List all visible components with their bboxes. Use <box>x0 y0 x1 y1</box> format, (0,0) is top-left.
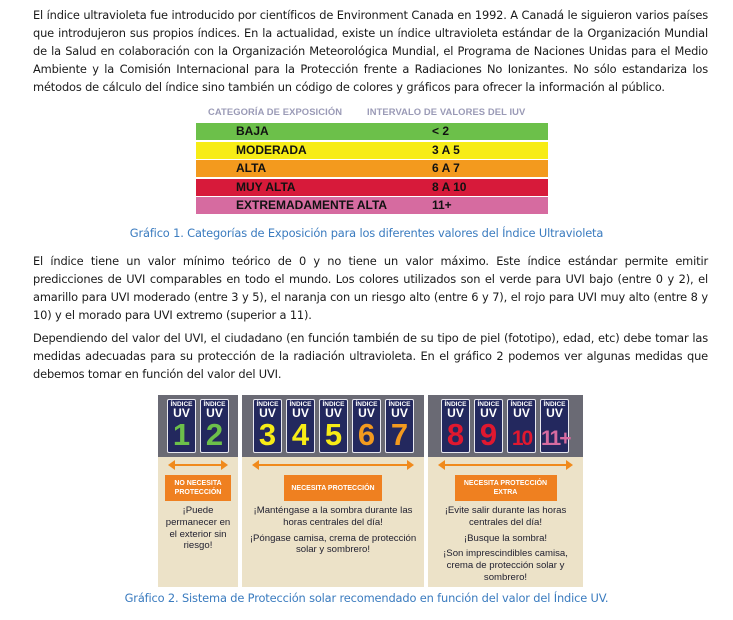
tile-uv-number: 3 <box>258 417 277 452</box>
exposure-row <box>196 160 548 177</box>
tile-index-label: ÍNDICE <box>477 401 500 408</box>
tile-uv-label: UV <box>259 406 276 420</box>
exposure-category: ALTA <box>236 161 267 175</box>
tile-uv-number: 8 <box>446 417 465 452</box>
protection-paragraph: Dependiendo del valor del UVI, el ciudadano (en función también de su tipo de piel (fototipo), edad, etc) debe tomar las medidas adecuadas para su protección de la radiación ultravioleta. En el gráfico 2 podemos ver algunas medidas que debemos tomar en función del valor del UVI. <box>33 331 708 381</box>
exposure-row <box>196 179 548 196</box>
tile-uv-number: 6 <box>357 417 376 452</box>
exposure-row <box>196 197 548 214</box>
exposure-range: 11+ <box>432 198 452 212</box>
tile-uv-label: UV <box>480 406 497 420</box>
protection-level-tag: NECESITA PROTECCIÓN EXTRA <box>455 475 557 501</box>
tile-uv-number: 9 <box>479 417 498 452</box>
exposure-range: 8 A 10 <box>432 179 467 194</box>
tile-index-label: ÍNDICE <box>543 401 566 408</box>
tile-uv-number: 7 <box>390 417 409 452</box>
uv-index-tile <box>286 399 315 453</box>
protection-level-tag: NECESITA PROTECCIÓN <box>284 475 382 501</box>
advice-line: ¡Busque la sombra! <box>463 532 548 544</box>
tile-uv-label: UV <box>358 406 375 420</box>
exposure-row <box>196 123 548 140</box>
uv-protection-graphic <box>158 395 583 587</box>
tile-index-label: ÍNDICE <box>256 401 279 408</box>
uv-index-tile <box>200 399 229 453</box>
intro-paragraph: El índice ultravioleta fue introducido por científicos de Environment Canada en 1992. A Canadá le siguieron varios países que introdujeron sus propios índices. En la actualidad, existe un índice ultravioleta estándar de la Organización Mundial de la Salud en colaboración con la Organización Meteorológica Mundial, el Programa de Naciones Unidas para el Medio Ambiente y la Comisión Internacional para la Protección frente a Radiaciones No Ionizantes. No sólo estandariza los métodos de cálculo del índice sino también un código de colores y gráficos para ofrecer la información al público. <box>33 8 708 94</box>
tile-index-label: ÍNDICE <box>170 401 193 408</box>
advice-line: ¡Evite salir durante las horas centrales del día! <box>444 505 567 528</box>
exposure-category: EXTREMADAMENTE ALTA <box>236 198 388 212</box>
tile-uv-label: UV <box>173 406 190 420</box>
advice-line: ¡Póngase camisa, crema de protección solar y sombrero! <box>249 532 417 556</box>
uv-index-tile <box>319 399 348 453</box>
uv-index-tile <box>385 399 414 453</box>
uv-index-tile <box>352 399 381 453</box>
tile-uv-number: 4 <box>291 417 310 452</box>
tile-uv-label: UV <box>292 406 309 420</box>
advice-line: ¡Son imprescindibles camisa, crema de protección solar y sombrero! <box>443 548 568 583</box>
tile-uv-label: UV <box>513 406 530 420</box>
uvi-range-paragraph: El índice tiene un valor mínimo teórico de 0 y no tiene un valor máximo. Este índice estándar permite emitir predicciones de UVI comparables en todo el mundo. Los colores utilizados son el verde para UVI bajo (entre 0 y 2), el amarillo para UVI moderado (entre 3 y 5), el naranja con un riesgo alto (entre 6 y 7), el rojo para UVI muy alto (entre 8 y 10) y el morado para UVI extremo (superior a 11). <box>33 254 708 322</box>
range-arrow <box>442 464 569 466</box>
exposure-row <box>196 142 548 159</box>
advice-line: ¡Manténgase a la sombra durante las horas centrales del día! <box>253 505 413 528</box>
uv-index-tile <box>441 399 470 453</box>
tile-uv-label: UV <box>447 406 464 420</box>
category-column-header: CATEGORÍA DE EXPOSICIÓN <box>208 106 343 117</box>
tile-uv-number: 5 <box>324 417 343 452</box>
tile-uv-number: 1 <box>172 417 191 452</box>
uv-index-tile <box>167 399 196 453</box>
uv-index-tile <box>507 399 536 453</box>
exposure-category: MODERADA <box>236 142 307 157</box>
range-column-header: INTERVALO DE VALORES DEL IUV <box>367 106 526 117</box>
tile-index-label: ÍNDICE <box>355 401 378 408</box>
tile-index-label: ÍNDICE <box>322 401 345 408</box>
protection-advice <box>432 505 580 588</box>
exposure-range: 6 A 7 <box>432 161 460 175</box>
tile-uv-number: 2 <box>205 417 224 452</box>
advice-line: ¡Puede permanecer en el exterior sin riesgo! <box>165 505 231 552</box>
protection-advice <box>162 505 234 556</box>
uv-index-tile <box>474 399 503 453</box>
tile-uv-label: UV <box>325 406 342 420</box>
exposure-category: BAJA <box>236 124 269 138</box>
range-arrow <box>172 464 224 466</box>
tile-index-label: ÍNDICE <box>510 401 533 408</box>
tile-index-label: ÍNDICE <box>289 401 312 408</box>
protection-advice <box>245 505 421 560</box>
figure-caption-1: Gráfico 1. Categorías de Exposición para los diferentes valores del Índice Ultravioleta <box>129 226 604 240</box>
uv-index-tile <box>540 399 569 453</box>
uv-index-tile <box>253 399 282 453</box>
tile-uv-label: UV <box>546 406 563 420</box>
protection-level-tag: NO NECESITA PROTECCIÓN <box>165 475 231 501</box>
range-arrow <box>256 464 410 466</box>
tile-uv-number: 11+ <box>541 427 570 450</box>
figure-caption-2: Gráfico 2. Sistema de Protección solar recomendado en función del valor del Índice UV. <box>124 591 609 605</box>
tile-index-label: ÍNDICE <box>388 401 411 408</box>
tile-index-label: ÍNDICE <box>203 401 226 408</box>
tile-index-label: ÍNDICE <box>444 401 467 408</box>
tile-uv-label: UV <box>206 406 223 420</box>
exposure-category-table <box>196 103 548 216</box>
tile-uv-label: UV <box>391 406 408 420</box>
exposure-table-header <box>196 103 548 123</box>
exposure-category: MUY ALTA <box>236 179 296 194</box>
exposure-range: 3 A 5 <box>432 142 460 157</box>
exposure-range: < 2 <box>432 124 450 138</box>
tile-uv-number: 10 <box>511 427 532 450</box>
